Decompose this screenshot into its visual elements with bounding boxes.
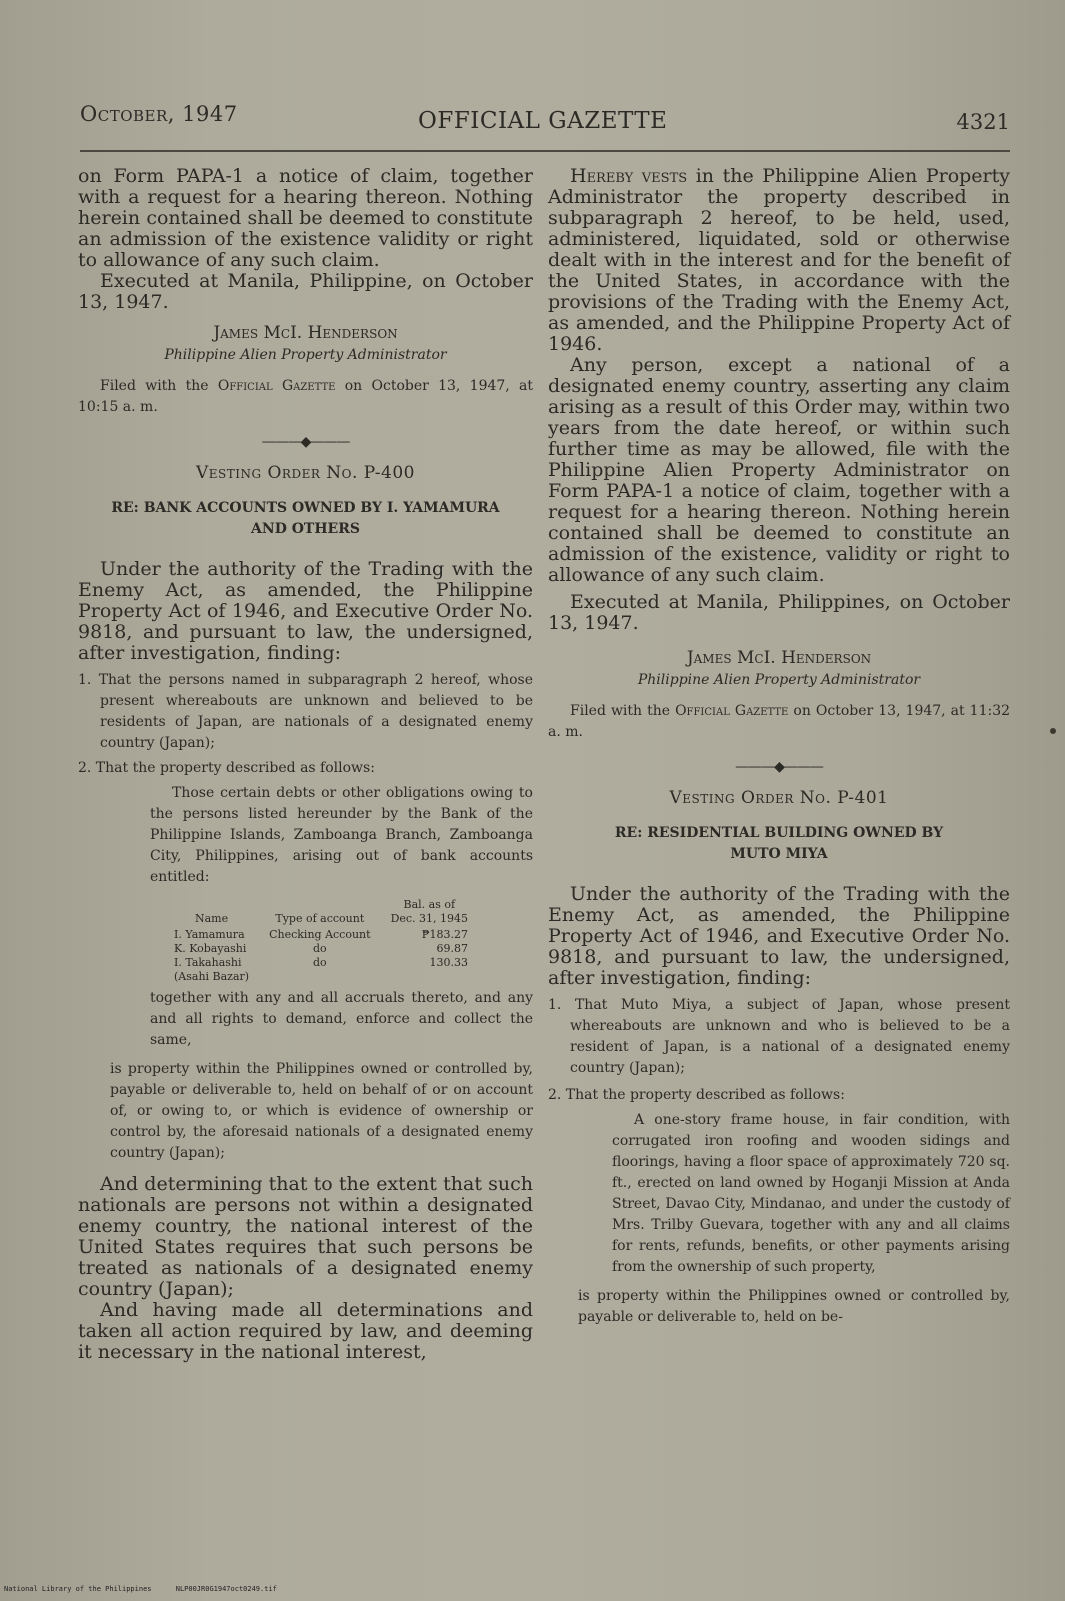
determining-paragraph: And determining that to the extent that such nationals are persons not within a designated enemy country, the national interest of the United States requires that such persons be treated as nationals of a designated enemy country (Japan);	[78, 1173, 533, 1300]
table-row	[164, 956, 478, 970]
filed-prefix: Filed with the	[100, 378, 209, 394]
is-property-clause: is property within the Philippines owned or controlled by, payable or deliverable to, held on be-	[578, 1288, 1010, 1325]
executed-line: Executed at Manila, Philippine, on October 13, 1947.	[78, 270, 533, 313]
left-column	[78, 166, 533, 1363]
re-line-2: AND OTHERS	[251, 521, 360, 537]
filed-note	[78, 376, 533, 418]
header-page-number: 4321	[956, 110, 1010, 134]
any-person-paragraph: Any person, except a national of a designated enemy country, asserting any claim arising as a result of this Order may, within two years from the date hereof, or within such further time as may be allowed, file with the Philippine Alien Property Administrator on Form PAPA-1 a notice of claim, together with a request for a hearing thereon. Nothing herein contained shall be deemed to constitute an admission of the existence, validity or right to allowance of any such claim.	[548, 354, 1010, 586]
authority-paragraph: Under the authority of the Trading with the Enemy Act, as amended, the Philippine Property Act of 1946, and Executive Order No. 9818, and pursuant to law, the undersigned, after investigation, finding:	[548, 883, 1010, 989]
right-column	[548, 166, 1010, 1328]
property-description-text: A one-story frame house, in fair condition, with corrugated iron roofing and wooden sidings and floorings, having a floor space of approximately 720 sq. ft., erected on land owned by Hoganji Mission at Anda Street, Davao City, Mindanao, and under the custody of Mrs. Trilby Guevara, together with any and all claims for rents, refunds, benefits, or other payments arising from the ownership of such property,	[612, 1112, 1010, 1275]
property-description	[78, 783, 533, 888]
table-row	[164, 942, 478, 956]
is-property-clause: is property within the Philippines owned or controlled by, payable or deliverable to, held on behalf of or on account of, or owing to, or which is evidence of ownership or control by, the aforesaid nationals of a designated enemy country (Japan);	[110, 1061, 533, 1161]
row-name: K. Kobayashi	[174, 942, 247, 955]
property-description-text: Those certain debts or other obligations owing to the persons listed hereunder by the Bank of the Philippine Islands, Zamboanga Branch, Zamboanga City, Philippines, arising out of bank accounts entitled:	[150, 785, 533, 885]
col-balance-line-2: Dec. 31, 1945	[390, 912, 469, 925]
row-name: I. Takahashi	[174, 956, 242, 969]
signatory-title: Philippine Alien Property Administrator	[164, 347, 447, 363]
section-divider: ———◆———	[261, 434, 350, 450]
section-divider: ———◆———	[735, 759, 823, 775]
col-name: Name	[194, 912, 229, 925]
re-heading	[548, 823, 1010, 865]
page-header	[80, 102, 1010, 142]
filed-prefix: Filed with the	[570, 703, 671, 719]
finding-item-2: 2. That the property described as follows:	[78, 760, 375, 776]
hereby-vests-text: in the Philippine Alien Property Administrator the property described in subparagraph 2 hereof, to be held, used, administered, liquidated, sold or otherwise dealt with in the interest and for the benefit of the United States, in accordance with the provisions of the Trading with the Enemy Act, as amended, and the Philippine Property Act of 1946.	[548, 165, 1010, 355]
row-balance: 69.87	[436, 942, 469, 955]
col-balance	[381, 898, 478, 928]
finding-item-2: 2. That the property described as follows:	[548, 1087, 845, 1103]
order-title: Vesting Order No. P-400	[195, 463, 415, 483]
row-sub-note: (Asahi Bazar)	[174, 970, 250, 983]
executed-line: Executed at Manila, Philippines, on October 13, 1947.	[548, 591, 1010, 634]
hereby-vests-lead: Hereby vests	[570, 165, 688, 187]
authority-paragraph: Under the authority of the Trading with the Enemy Act, as amended, the Philippine Property Act of 1946, and Executive Order No. 9818, and pursuant to law, the undersigned, after investigation, finding:	[78, 558, 533, 664]
having-made-paragraph: And having made all determinations and taken all action required by law, and deeming it necessary in the national interest,	[78, 1299, 533, 1363]
margin-mark	[1050, 728, 1056, 734]
footer-file: NLP00JR0G1947oct0249.tif	[175, 1585, 277, 1593]
row-balance: ₱183.27	[421, 928, 469, 941]
accounts-table	[164, 898, 478, 984]
order-title: Vesting Order No. P-401	[669, 788, 889, 808]
table-row	[164, 928, 478, 942]
re-heading	[78, 498, 533, 540]
header-publication: OFFICIAL GAZETTE	[418, 108, 668, 134]
row-type: do	[312, 942, 327, 955]
row-name: I. Yamamura	[174, 928, 245, 941]
signatory-name: James McI. Henderson	[213, 323, 398, 343]
signatory-title: Philippine Alien Property Administrator	[637, 672, 921, 688]
signatory-name: James McI. Henderson	[686, 648, 872, 668]
row-type: do	[312, 956, 327, 969]
header-date: October, 1947	[80, 102, 238, 126]
accruals-clause	[78, 988, 533, 1051]
property-description	[548, 1110, 1010, 1278]
finding-item-1: 1. That Muto Miya, a subject of Japan, whose present whereabouts are unknown and who is believed to be a resident of Japan, is a national of a designated enemy country (Japan);	[548, 997, 1010, 1076]
filed-note	[548, 701, 1010, 743]
re-line-2: MUTO MIYA	[730, 846, 828, 862]
filed-suffix: on October 13, 1947, at 10:15 a. m.	[78, 378, 534, 415]
col-balance-line-1: Bal. as of	[403, 898, 456, 911]
footer-library: National Library of the Philippines	[4, 1585, 152, 1593]
scan-footer	[4, 1585, 297, 1593]
hereby-vests-paragraph	[548, 166, 1010, 355]
accounts-table-header	[164, 898, 478, 928]
row-balance: 130.33	[429, 956, 469, 969]
col-type: Type of account	[275, 912, 365, 925]
header-rule	[80, 150, 1010, 152]
filed-suffix: on October 13, 1947, at 11:32 a. m.	[548, 703, 1011, 740]
filed-gazette: Official Gazette	[675, 703, 789, 719]
table-row	[164, 970, 478, 984]
accruals-text: together with any and all accruals thereto, and any and all rights to demand, enforce and collect the same,	[150, 990, 533, 1048]
filed-gazette: Official Gazette	[217, 378, 336, 394]
finding-item-1: 1. That the persons named in subparagraph 2 hereof, whose present whereabouts are unknown and believed to be residents of Japan, are nationals of a designated enemy country (Japan);	[78, 672, 533, 751]
re-line-1: RE: RESIDENTIAL BUILDING OWNED BY	[614, 825, 944, 841]
continued-paragraph: on Form PAPA-1 a notice of claim, together with a request for a hearing thereon. Nothing herein contained shall be deemed to constitute an admission of the existence validity or right to allowance of any such claim.	[78, 165, 533, 271]
re-line-1: RE: BANK ACCOUNTS OWNED BY I. YAMAMURA	[111, 500, 500, 516]
row-type: Checking Account	[269, 928, 371, 941]
